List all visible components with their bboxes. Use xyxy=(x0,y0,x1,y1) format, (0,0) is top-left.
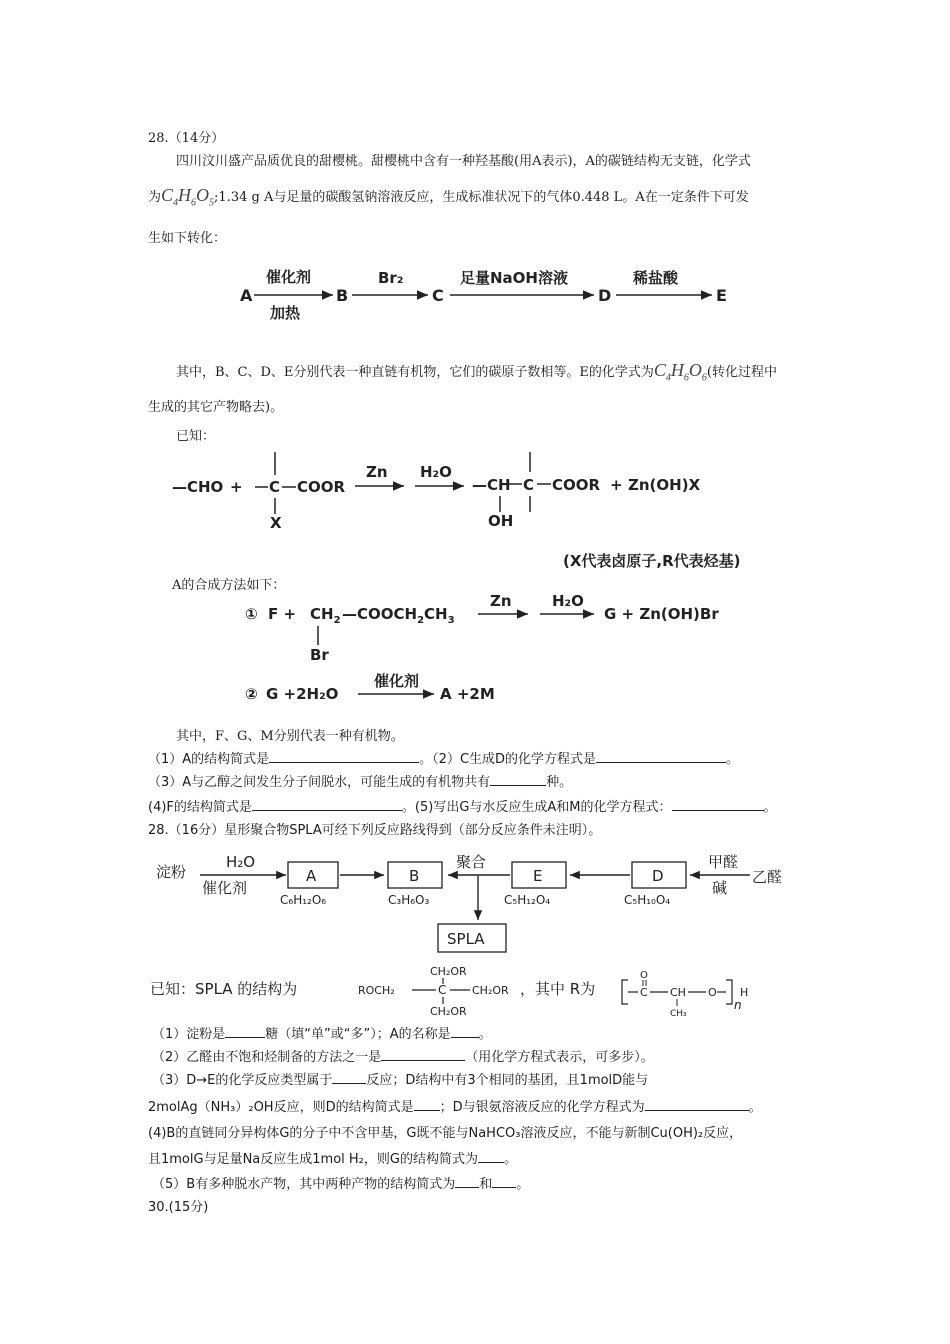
label-spla: SPLA xyxy=(447,930,485,948)
label-b: B xyxy=(409,867,420,885)
question-header: 30.(15分) xyxy=(148,1200,209,1215)
question-header: 28.（16分）星形聚合物SPLA可经下列反应路线得到（部分反应条件未注明）。 xyxy=(148,823,602,838)
chain-reagent: 催化剂 xyxy=(266,268,312,286)
group-ch2or: CH₂OR xyxy=(430,965,467,978)
paragraph-line: 生如下转化： xyxy=(148,231,227,246)
reagent-zn: Zn xyxy=(366,463,388,481)
label-d: D xyxy=(652,867,664,885)
note: (X代表卤原子,R代表烃基) xyxy=(563,552,741,570)
acetaldehyde-label: 乙醛 xyxy=(752,868,783,886)
atom-o: O xyxy=(640,970,648,981)
atom-o: O xyxy=(708,986,717,999)
reactants: G +2H₂O xyxy=(266,685,339,703)
group-ch: CH xyxy=(670,986,686,999)
reagent-hcho: 甲醛 xyxy=(708,853,739,871)
synthesis-step-1 xyxy=(245,592,719,664)
atom-c: C xyxy=(523,476,535,494)
question-3: （3）D→E的化学反应类型属于 反应；D结构中有3个相同的基团，且1molD能与 xyxy=(152,1073,649,1088)
formula-d: C₅H₁₀O₄ xyxy=(624,893,671,907)
atom-c: C xyxy=(640,986,648,999)
question-3: （3）A与乙醇之间发生分子间脱水，可能生成的有机物共有 种。 xyxy=(148,775,573,790)
group-oh: OH xyxy=(488,512,514,530)
chain-d: D xyxy=(598,286,612,305)
reagent-zn: Zn xyxy=(490,592,512,610)
reagent-h2o: H₂O xyxy=(226,853,256,871)
paragraph-line: 生成的其它产物略去)。 xyxy=(148,400,284,415)
answer-blank[interactable] xyxy=(672,798,764,811)
answer-blank[interactable] xyxy=(332,1071,366,1084)
chain-reagent: 稀盐酸 xyxy=(633,269,679,287)
answer-blank[interactable] xyxy=(451,1025,479,1038)
group-ch2: $CH_2$ xyxy=(310,605,341,626)
starch-label: 淀粉 xyxy=(156,863,187,881)
products: A +2M xyxy=(440,685,495,703)
reagent-h2o: H₂O xyxy=(552,592,584,610)
chain-b: B xyxy=(336,286,349,305)
answer-blank[interactable] xyxy=(596,750,726,763)
question-4-cont: 且1molG与足量Na反应生成1mol H₂，则G的结构简式为 。 xyxy=(148,1152,517,1167)
group-ch3: CH₃ xyxy=(670,1009,687,1019)
group-ch2or: CH₂OR xyxy=(472,984,509,997)
question-4: (4)B的直链同分异构体G的分子中不含甲基，G既不能与NaHCO₃溶液反应，不能与新制Cu(OH)₂反应， xyxy=(148,1126,743,1141)
text: (转化过程中 xyxy=(706,365,777,380)
answer-blank[interactable] xyxy=(455,1175,479,1188)
group-cho: —CHO xyxy=(172,478,224,496)
step-number: ① xyxy=(245,605,258,623)
answer-blank[interactable] xyxy=(492,1175,516,1188)
repeat-n: n xyxy=(734,998,742,1012)
catalyst: 催化剂 xyxy=(374,672,420,690)
plus: + xyxy=(230,478,243,496)
chain-e: E xyxy=(716,286,727,305)
question-1-2: （1）A的结构简式是 。（2）C生成D的化学方程式是 。 xyxy=(148,752,740,767)
atom-c: C xyxy=(438,983,447,997)
group-ester: $—COOCH_2CH_3$ xyxy=(342,605,455,626)
bracket-left xyxy=(622,980,628,1004)
formula-a: $C_4H_6O_5$ xyxy=(161,185,215,209)
answer-blank[interactable] xyxy=(252,798,402,811)
question-5: （5）B有多种脱水产物，其中两种产物的结构简式为 和 。 xyxy=(152,1177,530,1192)
reactant-f: F + xyxy=(268,605,297,623)
answer-blank[interactable] xyxy=(645,1098,749,1111)
product: Zn(OH)X xyxy=(628,476,701,494)
product: G + Zn(OH)Br xyxy=(604,605,719,623)
spla-structure xyxy=(150,965,748,1019)
question-2: （2）乙醛由不饱和烃制备的方法之一是 （用化学方程式表示，可多步）。 xyxy=(152,1050,654,1065)
known-reaction xyxy=(172,452,741,570)
group-roch2: ROCH₂ xyxy=(358,984,395,997)
plus: + xyxy=(610,476,623,494)
question-1: （1）淀粉是 糖（填“单”或“多”）；A的名称是 。 xyxy=(152,1027,492,1042)
answer-blank[interactable] xyxy=(414,1098,440,1111)
known-label: 已知： xyxy=(176,429,216,444)
answer-blank[interactable] xyxy=(225,1025,265,1038)
formula-a: C₆H₁₂O₆ xyxy=(280,893,327,907)
atom-br: Br xyxy=(310,646,329,664)
group-coor: COOR xyxy=(552,476,601,494)
text: 为 xyxy=(148,190,162,205)
text: ;1.34 g A与足量的碳酸氢钠溶液反应，生成标准状况下的气体0.448 L。A在一定条件下可发 xyxy=(214,190,749,205)
reagent-h2o: H₂O xyxy=(420,463,452,481)
atom-h: H xyxy=(740,986,749,999)
label-a: A xyxy=(306,867,317,885)
answer-blank[interactable] xyxy=(269,750,419,763)
step-number: ② xyxy=(245,685,258,703)
answer-blank[interactable] xyxy=(381,1048,465,1061)
known-lead: 已知：SPLA 的结构为 xyxy=(150,980,298,998)
known-mid: ，其中 R为 xyxy=(520,980,596,998)
synthesis-title: A的合成方法如下： xyxy=(172,578,286,593)
chain-reagent: 足量NaOH溶液 xyxy=(460,269,568,287)
chain-a: A xyxy=(240,286,253,305)
catalyst: 催化剂 xyxy=(202,879,248,897)
paragraph-line xyxy=(176,361,777,388)
label-e: E xyxy=(533,867,543,885)
chain-condition: 加热 xyxy=(270,304,301,322)
question-3-cont: 2molAg（NH₃）₂OH反应，则D的结构简式是 ；D与银氨溶液反应的化学方程式为 。 xyxy=(148,1100,762,1115)
chain-reagent: Br₂ xyxy=(378,269,404,287)
synthesis-step-2 xyxy=(245,672,495,703)
spla-route xyxy=(156,853,782,952)
question-header: 28.（14分） xyxy=(148,131,225,146)
atom-c: C xyxy=(269,478,281,496)
formula-e: C₅H₁₂O₄ xyxy=(504,893,551,907)
bracket-right xyxy=(726,980,732,1004)
paragraph-line: 四川汶川盛产品质优良的甜樱桃。甜樱桃中含有一种羟基酸(用A表示)，A的碳链结构无支链，化学式 xyxy=(176,154,751,169)
paragraph-line: 其中，F、G、M分别代表一种有机物。 xyxy=(176,729,404,744)
group-ch: —CH xyxy=(472,476,511,494)
atom-x: X xyxy=(270,514,282,532)
formula-b: C₃H₆O₃ xyxy=(388,893,430,907)
formula-e: $C_4H_6O_6$ xyxy=(653,360,707,384)
answer-blank[interactable] xyxy=(490,773,546,786)
question-4-5: (4)F的结构简式是 。(5)写出G与水反应生成A和M的化学方程式： 。 xyxy=(148,800,777,815)
conversion-chain xyxy=(240,268,727,322)
group-ch2or: CH₂OR xyxy=(430,1005,467,1018)
text: 其中，B、C、D、E分别代表一种直链有机物，它们的碳原子数相等。E的化学式为 xyxy=(176,365,654,380)
polymerize-label: 聚合 xyxy=(456,853,487,871)
answer-blank[interactable] xyxy=(478,1150,504,1163)
group-coor: COOR xyxy=(297,478,346,496)
chain-c: C xyxy=(432,286,444,305)
reagent-base: 碱 xyxy=(712,879,728,897)
